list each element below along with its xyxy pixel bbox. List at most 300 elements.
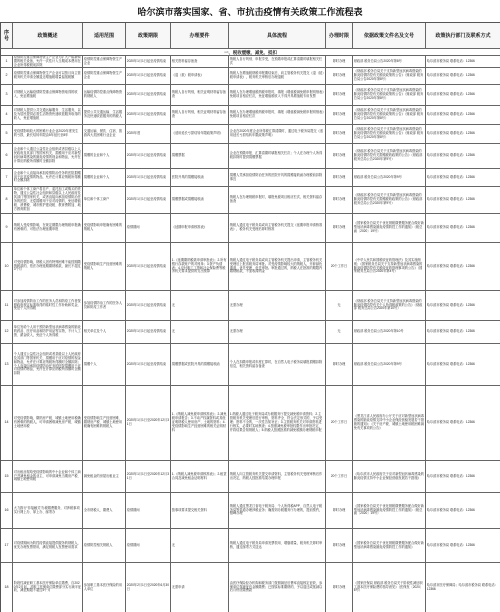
row-9-policy-summary-text: 纳税人受疫情影响，在规定期限办理纳税申报确有困难的，可依法办理延期申报 [13,223,81,231]
row-12-department-contact-text: 哈尔滨市税务局 联系电话：12366 [426,329,475,334]
row-1-procedure [229,56,326,68]
table-row [1,187,500,214]
row-1-row-number-text: 1 [5,58,8,63]
table-row [1,243,500,291]
row-3-policy-summary-text: 对纳税人运输疫情防控重点保障物资取得的收入，免征增值税 [13,90,78,98]
row-12-required-documents [171,321,229,344]
row-3-applicable-scope-text: 运输疫情防控重点保障物资的纳税人 [83,90,123,98]
row-1-policy-period [126,56,171,68]
row-16-policy-summary [13,493,83,529]
row-9-policy-period-text: 疫情期间 [126,225,140,230]
row-10-policy-period [126,243,171,291]
row-2-processing-time-text: 即时办理 [332,73,346,78]
row-9-procedure-text: 纳税人通过电子税务局或向主管税务机关提交《延期申报申请核准表》，税务机关受理后即时核准 [229,223,323,231]
row-15-policy-basis [353,461,426,493]
row-4-procedure [229,106,326,125]
row-10-processing-time-text: 20个工作日 [330,263,348,268]
row-2-department-contact [426,68,500,85]
row-3-policy-basis [353,85,426,106]
row-5-processing-time-text: 即时办理 [332,131,346,136]
row-17-row-number-text: 17 [4,542,9,547]
row-14-row-number-text: 14 [4,420,9,425]
row-9-policy-summary [13,214,83,243]
row-11-policy-period-text: 2020年1月1日起至疫情结束 [126,302,167,307]
header-requirements [171,23,229,49]
row-18-applicable-scope-text: 参加职工基本医疗保险的用人单位 [83,582,123,591]
header-number-text: 序号 [3,29,9,42]
row-6-row-number-text: 6 [5,153,8,158]
row-8-department-contact-text: 哈尔滨市税务局 联系电话：12366 [426,197,475,202]
row-17-policy-period-text: 疫情期间 [126,542,140,547]
row-14-policy-basis [353,386,426,461]
row-11-applicable-scope-text: 参加疫情防治工作的医务人员和防疫工作者 [83,300,123,309]
row-9-policy-period [126,214,171,243]
row-14-procedure [229,386,326,461]
row-10-policy-summary-text: 对受疫情影响，纳税人因有特殊困难不能按期缴纳税款的，依法办理延期缴纳税款，最长不超过3个月 [13,259,81,272]
row-8-row-number-text: 8 [5,197,8,202]
row-18-row-number [1,563,13,612]
row-13-procedure [229,344,326,386]
row-1-department-contact-text: 哈尔滨市税务局 联系电话：12366 [426,58,475,63]
row-12-row-number-text: 12 [4,329,9,334]
row-18-policy-basis [353,563,426,612]
row-14-row-number [1,386,13,461]
row-17-processing-time [326,529,353,563]
row-15-applicable-scope-text: 减免租金的房屋出租业主 [83,473,119,478]
row-5-procedure-text: 企业在2020年度企业所得税汇算清缴时，通过电子税务局提交《适用延长亏损结转年限政策声明》 [229,129,323,137]
row-11-policy-summary-text: 对参加疫情防治工作的医务人员和防疫工作者按照政府规定标准取得的临时性工作补助和奖金，免征个人所得税 [13,298,81,311]
row-12-policy-basis-text: 财政部 税务总局公告2020年第10号 [353,329,404,334]
row-9-applicable-scope [83,214,126,243]
row-10-procedure [229,243,326,291]
row-6-applicable-scope [83,144,126,169]
table-row [1,56,500,68]
row-5-department-contact-text: 哈尔滨市税务局 联系电话：12366 [426,131,475,136]
row-15-department-contact [426,461,500,493]
row-11-policy-basis-text: 《财政部 税务总局关于支持新型冠状病毒感染的肺炎疫情防控有关个人所得税政策的公告》（财政部 税务总局公告2020年第10号） [353,298,423,311]
row-6-applicable-scope-text: 捐赠的企业和个人 [83,153,110,158]
row-2-applicable-scope-text: 疫情防控重点保障物资生产企业 [83,71,123,79]
row-5-applicable-scope [83,125,126,144]
row-4-row-number-text: 4 [5,112,8,117]
row-14-policy-summary [13,386,83,461]
row-14-applicable-scope-text: 受疫情影响生产经营困难、缴纳房产税、城镇土地使用税确有困难的纳税人 [83,416,123,428]
table-row [1,493,500,529]
row-9-processing-time [326,214,353,243]
row-1-applicable-scope [83,56,126,68]
row-5-procedure [229,125,326,144]
row-7-required-documents [171,169,229,187]
table-row [1,85,500,106]
row-18-processing-time [326,563,353,612]
table-row [1,125,500,144]
row-17-procedure-text: 纳税人通过电子税务局申请发票领用、增版增量，税务机关即时审核，通过邮寄方式送达 [229,540,323,549]
row-4-row-number [1,106,13,125]
row-1-policy-period-text: 2020年1月1日起至疫情结束 [126,58,167,63]
row-2-policy-basis-text: 《财政部 税务总局关于支持新型冠状病毒感染的肺炎疫情防控有关税收政策的公告》（财政部 税务总局公告2020年第8号） [353,69,424,81]
row-12-policy-summary-text: 单位发给个人用于预防新型冠状病毒感染的肺炎的药品、医疗用品和防护用品等实物，不计入工资、薪金收入，免征个人所得税 [13,325,81,337]
row-4-policy-basis [353,106,426,125]
row-3-processing-time [326,85,353,106]
row-1-processing-time-text: 即时办理 [332,58,346,63]
row-1-applicable-scope-text: 疫情防控重点保障物资生产企业 [83,56,123,65]
header-time-limit-text: 办理时限 [328,32,349,39]
row-13-policy-basis [353,344,426,386]
row-10-policy-period-text: 2020年1月1日起至疫情结束 [126,263,167,268]
row-17-department-contact-text: 哈尔滨市税务局 联系电话：12366 [426,542,475,547]
row-7-row-number-text: 7 [5,174,8,179]
row-2-procedure [229,68,326,85]
row-9-processing-time-text: 即时办理 [332,225,346,230]
row-9-row-number [1,214,13,243]
row-18-department-contact-text: 哈尔滨市医疗保障局；哈尔滨市税务局 联系电话：12366 [426,582,498,591]
row-18-policy-summary-text: 阶段性减征职工基本医疗保险单位缴费，自2020年2月起，对职工医保单位缴费部分实行减半征收，减征期限不超过5个月 [13,580,82,593]
row-7-policy-period-text: 2020年1月1日起至疫情结束 [126,174,167,179]
row-1-row-number [1,56,13,68]
header-time-limit [326,23,353,49]
row-11-procedure-text: 无需办理 [229,302,243,307]
row-3-required-documents-text: 纳税人自行判别，相关证明材料留存备查 [171,90,226,98]
section-title [1,49,500,56]
row-10-applicable-scope [83,243,126,291]
table-row [1,68,500,85]
row-1-policy-basis [353,56,426,68]
table-row [1,144,500,169]
row-12-policy-summary [13,321,83,344]
row-7-department-contact [426,169,500,187]
row-15-processing-time [326,461,353,493]
row-10-required-documents [171,243,229,291]
row-9-required-documents [171,214,229,243]
row-5-processing-time [326,125,353,144]
section-title-text: 一、税收缓缴、减免、抵扣 [224,49,277,55]
table-header-row [1,23,500,49]
row-10-row-number-text: 10 [4,263,9,268]
row-6-procedure-text: 企业在预缴申报、汇算清缴时填报相关栏次；个人在办理个人所得税扣除时提供捐赠票据 [229,151,323,159]
row-9-row-number-text: 9 [5,225,8,230]
row-14-processing-time-text: 20个工作日 [330,420,348,425]
row-14-applicable-scope [83,386,126,461]
row-15-policy-period-text: 2020年1月1日至2020年12月31日 [126,471,169,480]
row-15-row-number [1,461,13,493]
table-row [1,563,500,612]
row-16-policy-period-text: 疫情期间 [126,507,140,512]
row-5-applicable-scope-text: 交通运输、餐饮、住宿、旅游四大类困难行业企业 [83,129,123,137]
row-4-policy-period [126,106,171,125]
row-17-applicable-scope [83,529,126,563]
row-8-procedure [229,187,326,214]
row-15-policy-summary-text: 对出租房屋给受疫情影响的中小企业和个体工商户并减免租金的业主，可申请减免当期房产税、城镇土地使用税 [13,469,81,482]
row-18-policy-period-text: 2020年2月1日至2020年6月30日 [126,582,169,591]
row-9-department-contact-text: 哈尔滨市税务局 联系电话：12366 [426,225,475,230]
policy-workflow-table [0,22,500,612]
row-15-procedure [229,461,326,493]
row-9-policy-basis [353,214,426,243]
header-requirements-text: 办理要件 [189,32,210,39]
row-5-policy-basis-text: 《财政部 税务总局关于支持新型冠状病毒感染的肺炎疫情防控有关税收政策的公告》（财政部 税务总局公告2020年第8号） [353,127,424,139]
row-16-applicable-scope [83,493,126,529]
row-8-required-documents-text: 捐赠票据或捐赠接收函 [171,197,204,202]
row-13-policy-period-text: 2020年1月1日起至疫情结束 [126,361,167,366]
row-8-row-number [1,187,13,214]
row-6-policy-period-text: 2020年1月1日起至疫情结束 [126,153,167,158]
row-15-procedure-text: 纳税人向主管税务机关提交申请资料，主管税务机关受理审核后作出决定，纳税人按批准结果办理申报 [229,471,323,480]
row-3-processing-time-text: 即时办理 [332,92,346,97]
row-17-processing-time-text: 即时办理 [332,542,346,547]
row-16-required-documents-text: 按事项要求提交相关资料 [171,507,207,512]
row-6-policy-basis [353,144,426,169]
row-10-department-contact-text: 哈尔滨市税务局 联系电话：12366 [426,263,475,268]
row-4-department-contact-text: 哈尔滨市税务局 联系电话：12366 [426,112,475,117]
row-15-policy-basis-text: 《哈尔滨市人民政府关于应对新型冠状病毒感染的肺炎疫情支持中小企业保经营稳发展若干措施》 [353,471,424,480]
row-18-policy-summary [13,563,83,612]
row-18-required-documents [171,563,229,612]
row-1-policy-summary-text: 疫情防控重点保障物资生产企业为扩大产能新购置的相关设备，允许一次性计入当期成本费用在企业所得税税前扣除 [13,56,81,68]
row-5-policy-basis [353,125,426,144]
row-9-department-contact [426,214,500,243]
row-4-required-documents [171,106,229,125]
row-14-policy-period-text: 2020年1月1日至2020年12月31日 [126,418,169,426]
table-row [1,321,500,344]
row-6-processing-time [326,144,353,169]
row-11-processing-time-text: 无 [337,302,341,307]
row-16-department-contact-text: 哈尔滨市税务局 联系电话：12366 [426,507,475,512]
row-13-department-contact [426,344,500,386]
row-14-policy-period [126,386,171,461]
row-15-policy-summary [13,461,83,493]
row-18-policy-basis-text: 《国家医保局 财政部 税务总局关于阶段性减征职工基本医疗保险费的指导意见》（医保发〔2020〕6号） [353,580,424,593]
row-13-row-number [1,344,13,386]
row-14-required-documents-text: 1.《纳税人减免税申请核准表》；2.减免税申请报告；3.不动产权属资料或其他证明纳税人使用房产、土地的资料；4.受疫情影响生产经营困难的相关证明材料 [171,412,227,432]
row-13-applicable-scope-text: 捐赠个人 [83,361,97,366]
header-procedure-text: 具体流程 [266,32,287,39]
row-1-procedure-text: 纳税人自行判别、申报享受，在预缴申报或汇算清缴时填报相关栏次 [229,56,323,65]
row-4-procedure-text: 纳税人在办理增值税纳税申报时，填报《增值税减免税申报明细表》免税项目相应栏次 [229,110,324,118]
row-5-policy-period [126,125,171,144]
header-period-text: 政策期限 [137,32,158,39]
row-9-required-documents-text: 《延期申报申请核准表》 [171,225,207,230]
row-17-applicable-scope-text: 疫情防控相关纳税人 [83,542,113,547]
row-6-required-documents [171,144,229,169]
row-8-policy-summary-text: 单位和个体工商户将自产、委托加工或购买的货物，通过公益性社会组织和县级以上人民政府及其部门等国家机关，或者直接向承担疫情防治任务的医院，无偿捐赠用于应对疫情的，免征增值税、消费税、城市维护建设税、教育费附加、地方教育附加 [13,187,81,211]
row-3-department-contact [426,85,500,106]
row-8-applicable-scope-text: 单位和个体工商户 [83,197,110,202]
row-16-row-number-text: 16 [4,507,9,512]
row-8-policy-summary [13,187,83,214]
row-13-processing-time [326,344,353,386]
row-10-processing-time [326,243,353,291]
row-3-procedure [229,85,326,106]
row-2-policy-basis [353,68,426,85]
row-13-applicable-scope [83,344,126,386]
row-6-policy-period [126,144,171,169]
table-row [1,344,500,386]
row-7-procedure [229,169,326,187]
row-13-processing-time-text: 即时办理 [332,361,346,366]
row-4-policy-basis-text: 《财政部 税务总局关于支持新型冠状病毒感染的肺炎疫情防控有关税收政策的公告》（财政部 税务总局公告2020年第8号） [353,108,424,120]
table-row [1,169,500,187]
row-3-row-number [1,85,13,106]
row-9-applicable-scope-text: 受疫情影响申报确有困难的纳税人 [83,223,123,231]
row-9-policy-basis-text: 《国家税务总局关于优化纳税缴费服务配合做好新型冠状病毒感染肺炎疫情防控工作的通知》（税总函〔2020〕19号） [353,221,424,233]
row-10-row-number [1,243,13,291]
header-period [126,23,171,49]
row-17-row-number [1,529,13,563]
row-4-policy-period-text: 2020年1月1日起至疫情结束 [126,112,167,117]
row-11-policy-period [126,291,171,321]
row-16-processing-time [326,493,353,529]
table-row [1,529,500,563]
row-1-policy-summary [13,56,83,68]
row-15-row-number-text: 15 [4,473,9,478]
row-3-policy-period [126,85,171,106]
header-basis-text: 依据政策文件名及文号 [363,32,414,39]
header-procedure [229,23,326,49]
row-16-department-contact [426,493,500,529]
row-17-department-contact [426,529,500,563]
row-16-procedure-text: 纳税人通过黑龙江省电子税务局、个人所得税APP、自然人电子税务局等渠道办理涉税业务；确需到办税服务厅办理的，提前预约，错峰办理 [229,503,323,516]
row-7-applicable-scope-text: 捐赠的企业和个人 [83,174,110,179]
row-8-department-contact [426,187,500,214]
row-2-row-number-text: 2 [5,73,8,78]
row-14-policy-basis-text: 《黑龙江省人民政府办公厅关于应对新型冠状病毒感染的肺炎疫情支持中小企业保经营稳发展若干措施的通知》；《关于房产税、城镇土地使用税困难减免有关事项的公告》 [353,414,424,430]
row-11-department-contact [426,291,500,321]
row-17-required-documents [171,529,229,563]
row-2-processing-time [326,68,353,85]
row-10-applicable-scope-text: 受疫情影响生产经营困难的纳税人 [83,261,123,270]
row-7-required-documents-text: 医院开具的捐赠接收函 [171,174,204,179]
row-5-policy-summary-text: 受疫情影响较大的困难行业企业2020年度发生的亏损，最长结转年限由5年延长至8年 [13,129,79,137]
row-6-department-contact [426,144,500,169]
row-18-procedure-text: 由医疗保险经办机构和税务部门按照减征后费率直接核定征收，参保单位按减征后金额缴费；已按原标准缴纳的，予以退还或抵减以后月份应缴费款 [229,580,323,593]
row-8-processing-time-text: 即时办理 [332,197,346,202]
row-8-policy-period-text: 2020年1月1日起至疫情结束 [126,197,167,202]
row-2-procedure-text: 纳税人在增值税纳税申报期结束后，向主管税务机关提交《退（抵）税申请表》，税务机关审核后办理退税 [229,71,324,79]
row-15-department-contact-text: 哈尔滨市税务局 联系电话：12366 [426,473,475,478]
row-14-procedure-text: 1.纳税人通过电子税务局或办税服务厅提交减免税申请资料；2.主管税务机关受理后进行审核，资料齐全、符合法定形式的，予以受理；资料不全的，一次性告知补正；3.主管税务机关对申请资料进行核实，必要时实地核查；4.按照减免税审批权限作出审批决定，并将结果告知纳税人；5.纳税人按照批准的减免税额办理纳税申报 [229,412,323,432]
row-17-policy-summary [13,529,83,563]
header-basis [353,23,426,49]
row-17-required-documents-text: 无 [171,542,175,547]
document-title: 哈尔滨市落实国家、省、市抗击疫情有关政策工作流程表 [137,7,363,17]
row-4-applicable-scope-text: 提供公共交通运输、生活服务及快递收派服务的纳税人 [83,110,123,118]
row-13-required-documents [171,344,229,386]
row-7-policy-summary [13,169,83,187]
row-10-policy-basis-text: 《中华人民共和国税收征收管理法》及其实施细则；《国家税务总局关于支持新型冠状病毒感染的肺炎疫情防控有关税收征收管理事项的公告》（国家税务总局公告2020年第4号） [353,257,423,274]
row-18-required-documents-text: 无需申请 [171,584,185,589]
row-11-row-number [1,291,13,321]
row-18-department-contact [426,563,500,612]
row-4-processing-time-text: 即时办理 [332,112,346,117]
row-12-processing-time-text: 无 [337,329,341,334]
row-11-processing-time [326,291,353,321]
row-7-policy-summary-text: 企业和个人直接向承担疫情防治任务的医院捐赠用于应对疫情的物品，允许在计算应纳税所得额时全额扣除 [13,170,81,183]
row-18-policy-period [126,563,171,612]
row-12-procedure-text: 无需办理 [229,329,243,334]
row-5-row-number-text: 5 [5,131,8,136]
row-4-department-contact [426,106,500,125]
table-row [1,106,500,125]
row-1-processing-time [326,56,353,68]
header-scope [83,23,126,49]
row-7-department-contact-text: 哈尔滨市税务局 联系电话：12366 [426,174,475,179]
row-14-required-documents [171,386,229,461]
row-6-policy-summary [13,144,83,169]
row-12-row-number [1,321,13,344]
row-12-policy-basis [353,321,426,344]
row-16-applicable-scope-text: 全市纳税人、缴费人 [83,507,113,512]
row-7-policy-basis [353,169,426,187]
row-2-policy-period-text: 2020年1月1日起至疫情结束 [126,73,167,78]
row-12-processing-time [326,321,353,344]
row-5-policy-summary [13,125,83,144]
row-5-row-number [1,125,13,144]
row-8-processing-time [326,187,353,214]
row-11-procedure [229,291,326,321]
row-2-required-documents [171,68,229,85]
table-row [1,291,500,321]
row-10-policy-basis [353,243,426,291]
row-17-policy-summary-text: 对疫情期间为防控疫情直接提供服务的纳税人，优先办理发票领用，满足纳税人发票使用需求 [13,540,81,549]
row-12-applicable-scope [83,321,126,344]
row-8-policy-period [126,187,171,214]
row-1-policy-basis-text: 财政部 税务总局公告2020年第8号 [353,58,402,63]
row-11-required-documents [171,291,229,321]
row-18-processing-time-text: 即时办理 [332,584,346,589]
header-department-text: 政策执行部门及联系方式 [435,32,491,39]
row-4-processing-time [326,106,353,125]
row-2-policy-summary [13,68,83,85]
row-16-required-documents [171,493,229,529]
row-16-processing-time-text: 即时办理 [332,507,346,512]
row-7-policy-basis-text: 财政部 税务总局公告2020年第9号 [353,174,402,179]
row-16-policy-period [126,493,171,529]
row-17-policy-period [126,529,171,563]
row-9-procedure [229,214,326,243]
section-row [1,49,500,56]
row-3-department-contact-text: 哈尔滨市税务局 联系电话：12366 [426,92,475,97]
row-17-policy-basis-text: 《国家税务总局关于优化纳税缴费服务配合做好新型冠状病毒感染肺炎疫情防控工作的通知》 [353,540,424,549]
row-6-department-contact-text: 哈尔滨市税务局 联系电话：12366 [426,153,475,158]
row-1-required-documents [171,56,229,68]
row-6-procedure [229,144,326,169]
table-row [1,461,500,493]
row-16-policy-basis [353,493,426,529]
row-7-processing-time-text: 即时办理 [332,174,346,179]
row-12-required-documents-text: 无 [171,329,175,334]
row-8-applicable-scope [83,187,126,214]
row-3-row-number-text: 3 [5,92,8,97]
row-4-applicable-scope [83,106,126,125]
row-7-processing-time [326,169,353,187]
row-14-department-contact [426,386,500,461]
row-11-policy-summary [13,291,83,321]
row-16-policy-basis-text: 《国家税务总局关于优化纳税缴费服务配合做好新型冠状病毒感染肺炎疫情防控工作的通知》（税总函〔2020〕19号） [353,503,424,516]
row-14-department-contact-text: 哈尔滨市税务局 联系电话：12366 [426,420,475,425]
row-13-policy-summary-text: 个人通过公益性社会组织或者县级以上人民政府及其部门等国家机关，捐赠用于应对疫情的现金和物品，允许在计算应纳税所得额时全额扣除；个人直接向承担疫情防治任务的医院捐赠用于应对疫情的物品，允许在计算应纳税所得额时全额扣除 [13,351,81,376]
row-11-policy-basis [353,291,426,321]
row-5-department-contact [426,125,500,144]
row-3-policy-summary [13,85,83,106]
header-summary [13,23,83,49]
row-11-required-documents-text: 无 [171,302,175,307]
header-department [426,23,500,49]
row-5-policy-period-text: 2020年度 [126,131,141,136]
row-15-applicable-scope [83,461,126,493]
row-17-procedure [229,529,326,563]
row-4-required-documents-text: 纳税人自行判别，相关证明材料留存备查 [171,110,226,118]
row-2-row-number [1,68,13,85]
